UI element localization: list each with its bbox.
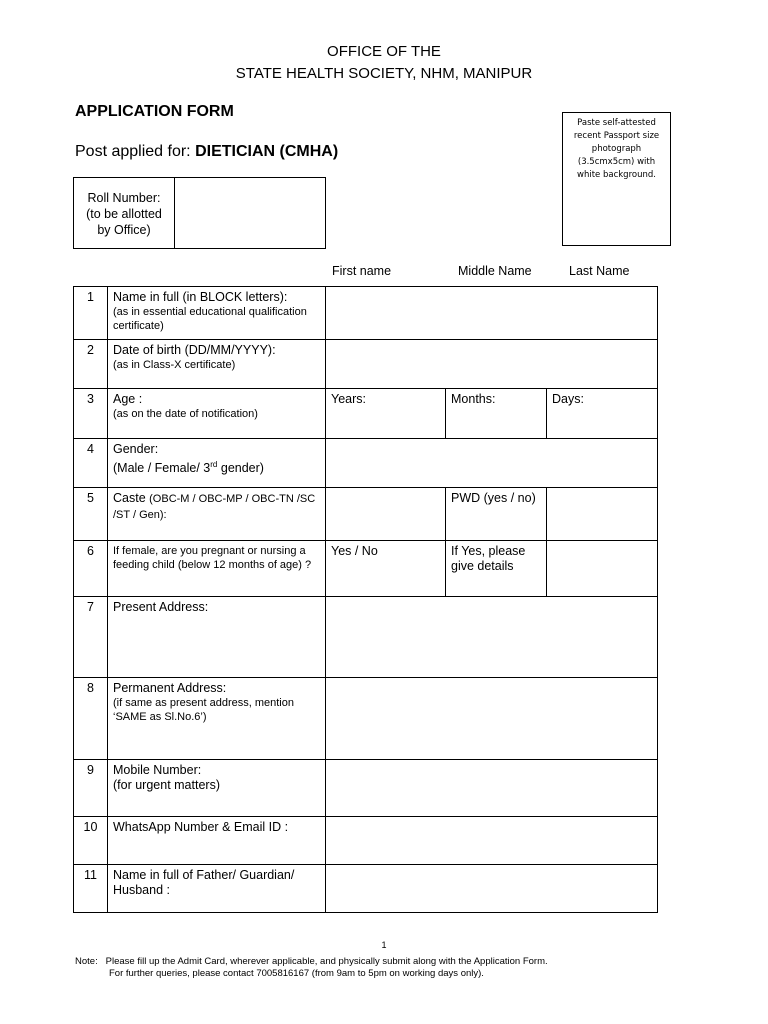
roll-number-field[interactable] xyxy=(175,178,325,248)
whatsapp-email-text: WhatsApp Number & Email ID : xyxy=(113,820,289,834)
table-row xyxy=(74,760,658,817)
footer-note xyxy=(75,956,548,980)
details-field[interactable] xyxy=(547,541,658,597)
gender-label xyxy=(108,439,326,488)
permanent-address-sub: (if same as present address, mention ‘SAME as Sl.No.6’) xyxy=(113,697,294,723)
form-title: APPLICATION FORM xyxy=(75,103,234,120)
permanent-address-field[interactable] xyxy=(326,678,658,760)
photo-instruction-4: (3.5cmx5cm) with xyxy=(577,157,656,167)
name-label xyxy=(108,287,326,340)
age-months-field[interactable] xyxy=(446,389,547,439)
roll-label-1: Roll Number: xyxy=(87,191,161,205)
permanent-address-main: Permanent Address: xyxy=(113,681,227,695)
whatsapp-email-field[interactable] xyxy=(326,817,658,865)
caste-label xyxy=(108,488,326,541)
caste-label-main: Caste xyxy=(113,491,150,505)
table-row xyxy=(74,340,658,389)
roll-label-3: by Office) xyxy=(97,223,151,237)
age-days-field[interactable] xyxy=(547,389,658,439)
guardian-label-text: Name in full of Father/ Guardian/ Husband : xyxy=(113,868,295,897)
office-title: OFFICE OF THE xyxy=(327,43,441,60)
yes-no-label: Yes / No xyxy=(331,544,378,558)
pwd-label-text: PWD (yes / no) xyxy=(451,491,536,505)
days-label: Days: xyxy=(552,392,584,406)
caste-field[interactable] xyxy=(326,488,446,541)
post-label: Post applied for: xyxy=(75,143,196,160)
society-title: STATE HEALTH SOCIETY, NHM, MANIPUR xyxy=(235,65,533,82)
photo-instruction-5: white background. xyxy=(577,170,656,180)
name-label-sub: (as in essential educational qualification certificate) xyxy=(113,306,307,332)
gender-label-sub xyxy=(113,461,264,475)
gender-sub-b: gender) xyxy=(217,461,264,476)
guardian-label xyxy=(108,865,326,913)
gender-sub-a: (Male / Female/ 3 xyxy=(113,461,211,476)
table-row xyxy=(74,439,658,488)
row-number: 7 xyxy=(74,597,108,678)
dob-label-sub: (as in Class-X certificate) xyxy=(113,359,236,371)
post-applied xyxy=(75,143,338,161)
row-number: 6 xyxy=(74,541,108,597)
caste-label-sub: (OBC-M / OBC-MP / OBC-TN /SC /ST / Gen): xyxy=(113,493,316,521)
pwd-field[interactable] xyxy=(547,488,658,541)
name-field[interactable] xyxy=(326,287,658,340)
last-name-header: Last Name xyxy=(569,264,630,278)
table-row xyxy=(74,817,658,865)
gender-label-main: Gender: xyxy=(113,442,159,456)
note-label: Note: xyxy=(75,956,98,967)
gender-field[interactable] xyxy=(326,439,658,488)
row-number: 10 xyxy=(74,817,108,865)
present-address-label xyxy=(108,597,326,678)
page-number: 1 xyxy=(381,940,387,950)
gender-sup: rd xyxy=(210,460,218,469)
first-name-header: First name xyxy=(332,264,392,278)
dob-label-main: Date of birth (DD/MM/YYYY): xyxy=(113,343,276,357)
mobile-field[interactable] xyxy=(326,760,658,817)
present-address-text: Present Address: xyxy=(113,600,209,614)
table-row xyxy=(74,597,658,678)
roll-number-box xyxy=(73,177,326,249)
row-number: 2 xyxy=(74,340,108,389)
details-label-text: If Yes, please give details xyxy=(451,544,526,573)
pwd-label xyxy=(446,488,547,541)
table-row xyxy=(74,865,658,913)
pregnant-label xyxy=(108,541,326,597)
note-line-1 xyxy=(75,956,548,968)
table-row xyxy=(74,678,658,760)
age-label xyxy=(108,389,326,439)
permanent-address-label xyxy=(108,678,326,760)
mobile-label-main: Mobile Number: xyxy=(113,763,202,777)
photo-instruction-1: Paste self-attested xyxy=(577,118,656,128)
row-number: 8 xyxy=(74,678,108,760)
row-number: 9 xyxy=(74,760,108,817)
row-number: 1 xyxy=(74,287,108,340)
pregnant-yes-no-field[interactable] xyxy=(326,541,446,597)
age-label-sub: (as on the date of notification) xyxy=(113,408,258,420)
roll-number-label xyxy=(74,178,175,248)
table-row xyxy=(74,389,658,439)
table-row xyxy=(74,287,658,340)
note-line-2: For further queries, please contact 7005816167 (from 9am to 5pm on working days only). xyxy=(109,968,484,979)
present-address-field[interactable] xyxy=(326,597,658,678)
guardian-field[interactable] xyxy=(326,865,658,913)
whatsapp-email-label xyxy=(108,817,326,865)
row-number: 3 xyxy=(74,389,108,439)
photo-box[interactable] xyxy=(562,112,671,246)
photo-instruction-2: recent Passport size xyxy=(573,131,660,141)
table-row xyxy=(74,488,658,541)
months-label: Months: xyxy=(451,392,496,406)
details-label xyxy=(446,541,547,597)
dob-field[interactable] xyxy=(326,340,658,389)
table-row xyxy=(74,541,658,597)
row-number: 11 xyxy=(74,865,108,913)
roll-label-2: (to be allotted xyxy=(86,207,162,221)
mobile-label xyxy=(108,760,326,817)
years-label: Years: xyxy=(331,392,366,406)
dob-label xyxy=(108,340,326,389)
age-label-main: Age : xyxy=(113,392,143,406)
pregnant-label-text: If female, are you pregnant or nursing a feeding child (below 12 months of age) ? xyxy=(113,545,312,571)
mobile-label-sub: (for urgent matters) xyxy=(113,778,220,792)
row-number: 4 xyxy=(74,439,108,488)
application-table xyxy=(73,286,658,913)
photo-instruction-3: photograph xyxy=(591,144,642,154)
middle-name-header: Middle Name xyxy=(458,264,532,278)
post-value: DIETICIAN (CMHA) xyxy=(195,143,339,160)
row-number: 5 xyxy=(74,488,108,541)
note-text-1: Please fill up the Admit Card, wherever applicable, and physically submit along with the Application Form. xyxy=(105,956,548,967)
name-label-main: Name in full (in BLOCK letters): xyxy=(113,290,288,304)
age-years-field[interactable] xyxy=(326,389,446,439)
